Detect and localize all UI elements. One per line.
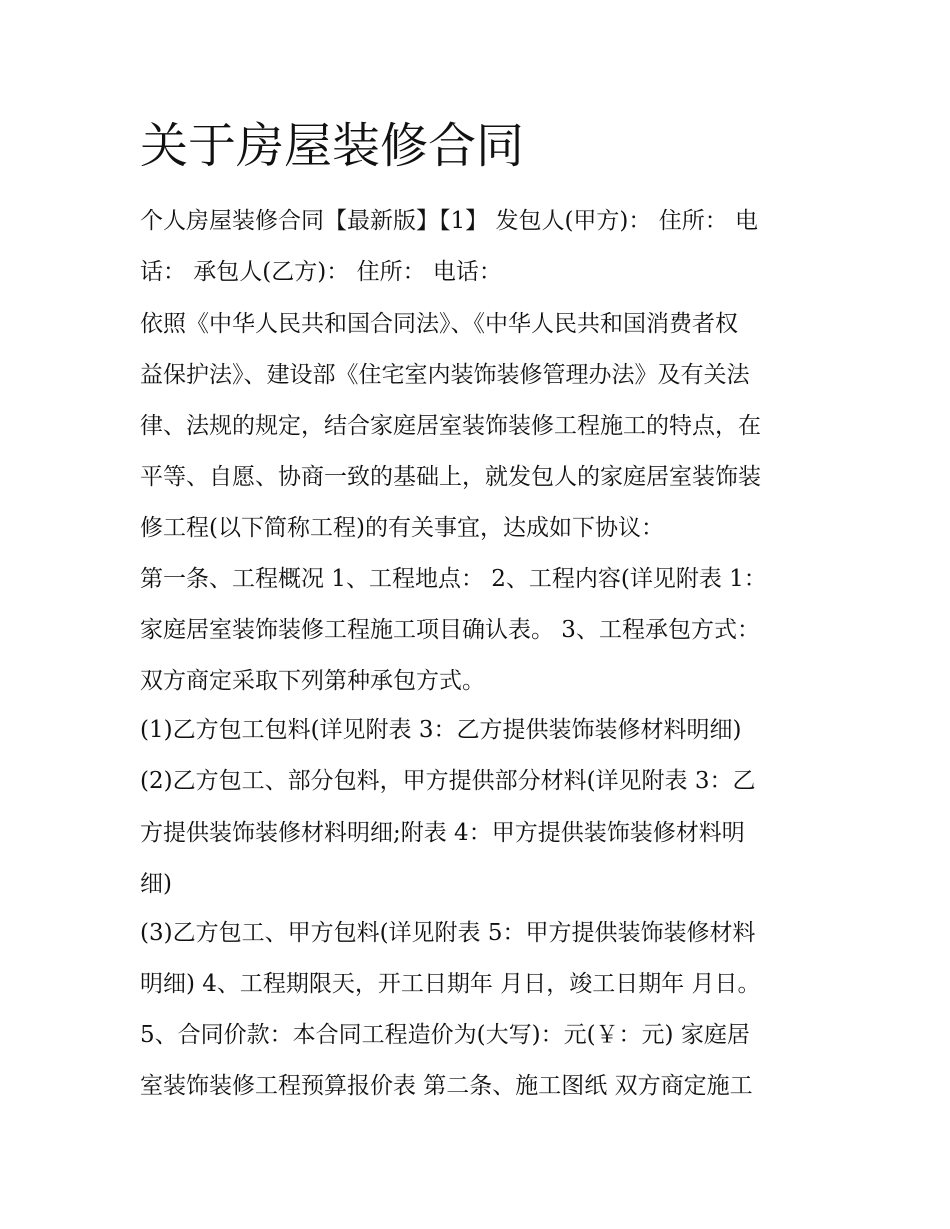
paragraph-line: 话： 承包人(乙方)： 住所： 电话： <box>140 259 502 285</box>
paragraph-line: (2)乙方包工、部分包料，甲方提供部分材料(详见附表 3：乙 <box>140 768 756 794</box>
paragraph-line: 依照《中华人民共和国合同法》、《中华人民共和国消费者权 <box>140 311 738 337</box>
paragraph-line: 室装饰装修工程预算报价表 第二条、施工图纸 双方商定施工 <box>140 1073 753 1099</box>
paragraph-line: 律、法规的规定，结合家庭居室装饰装修工程施工的特点，在 <box>140 413 761 439</box>
paragraph-line: 明细) 4、工程期限天，开工日期年 月日，竣工日期年 月日。 <box>140 971 761 997</box>
document-title: 关于房屋装修合同 <box>140 118 525 174</box>
paragraph-line: 双方商定采取下列第种承包方式。 <box>140 668 485 694</box>
paragraph-line: 方提供装饰装修材料明细;附表 4：甲方提供装饰装修材料明 <box>140 820 745 846</box>
paragraph-line: 益保护法》、建设部《住宅室内装饰装修管理办法》及有关法 <box>140 362 750 388</box>
paragraph-line: (1)乙方包工包料(详见附表 3：乙方提供装饰装修材料明细) <box>140 717 742 743</box>
paragraph-line: 5、合同价款：本合同工程造价为(大写)：元(￥：元) 家庭居 <box>140 1022 750 1048</box>
paragraph-line: (3)乙方包工、甲方包料(详见附表 5：甲方提供装饰装修材料 <box>140 920 756 946</box>
paragraph-line: 细) <box>140 871 172 897</box>
paragraph-line: 修工程(以下简称工程)的有关事宜，达成如下协议： <box>140 515 664 541</box>
paragraph-line: 家庭居室装饰装修工程施工项目确认表。 3、工程承包方式： <box>140 617 760 643</box>
paragraph-line: 平等、自愿、协商一致的基础上，就发包人的家庭居室装饰装 <box>140 464 761 490</box>
paragraph-line: 个人房屋装修合同【最新版】【1】 发包人(甲方)： 住所： 电 <box>140 208 759 234</box>
paragraph-line: 第一条、工程概况 1、工程地点： 2、工程内容(详见附表 1： <box>140 566 767 592</box>
